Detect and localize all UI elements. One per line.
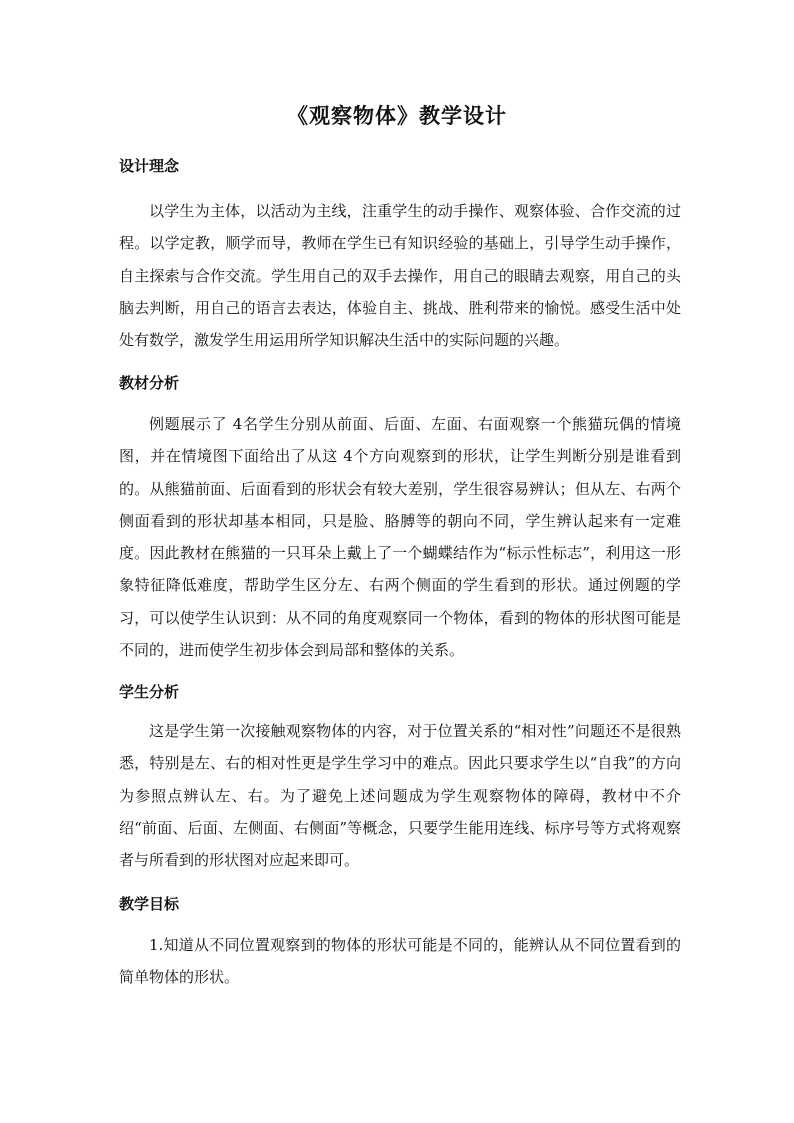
- section-body-student-analysis: 这是学生第一次接触观察物体的内容，对于位置关系的“相对性”问题还不是很熟悉，特别是左、右的相对性更是学生学习中的难点。因此只要求学生以“自我”的方向为参照点辨认左、右。为了避免上述问题成为学生观察物体的障碍，教材中不介绍“前面、后面、左侧面、右侧面”等概念，只要学生能用连线、标序号等方式将观察者与所看到的形状图对应起来即可。: [119, 722, 681, 870]
- section-heading-student-analysis: 学生分析: [119, 683, 180, 701]
- section-body-design-concept: 以学生为主体，以活动为主线，注重学生的动手操作、观察体验、合作交流的过程。以学定教，顺学而导，教师在学生已有知识经验的基础上，引导学生动手操作，自主探索与合作交流。学生用自己的双手去操作，用自己的眼睛去观察，用自己的头脑去判断，用自己的语言去表达，体验自主、挑战、胜利带来的愉悦。感受生活中处处有数学，激发学生用运用所学知识解决生活中的实际问题的兴趣。: [119, 202, 681, 350]
- section-heading-teaching-goals: 教学目标: [119, 895, 180, 913]
- section-body-teaching-goals: 1.知道从不同位置观察到的物体的形状可能是不同的，能辨认从不同位置看到的简单物体的形状。: [119, 936, 681, 987]
- document-title: 《观察物体》教学设计: [287, 104, 507, 128]
- section-heading-design-concept: 设计理念: [119, 157, 180, 175]
- section-body-textbook-analysis: 例题展示了 4名学生分别从前面、后面、左面、右面观察一个熊猫玩偶的情境图，并在情境图下面给出了从这 4个方向观察到的形状，让学生判断分别是谁看到的。从熊猫前面、后面看到的形状会有较大差别，学生很容易辨认；但从左、右两个侧面看到的形状却基本相同，只是脸、胳膊等的朝向不同，学生辨认起来有一定难度。因此教材在熊猫的一只耳朵上戴上了一个蝴蝶结作为“标示性标志”，利用这一形象特征降低难度，帮助学生区分左、右两个侧面的学生看到的形状。通过例题的学习，可以使学生认识到：从不同的角度观察同一个物体，看到的物体的形状图可能是不同的，进而使学生初步体会到局部和整体的关系。: [119, 415, 681, 660]
- section-heading-textbook-analysis: 教材分析: [119, 374, 180, 392]
